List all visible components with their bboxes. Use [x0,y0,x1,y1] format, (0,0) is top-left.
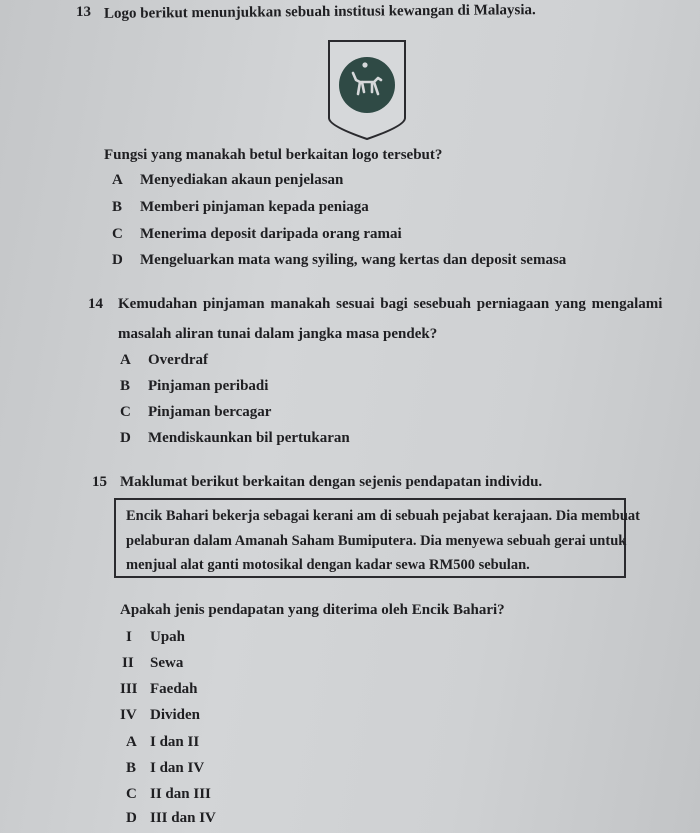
q14-option-c-text: Pinjaman bercagar [148,404,272,420]
q13-option-d-letter: D [112,252,123,268]
q14-option-b-letter: B [120,378,131,394]
q13-option-a-text: Menyediakan akaun penjelasan [140,172,344,188]
q15-item-iii-numeral: III [120,681,138,697]
case-info-line-1: Encik Bahari bekerja sebagai kerani am di sebuah pejabat kerajaan. Dia membuat [126,508,640,524]
q15-option-b-letter: B [126,760,137,776]
question-13-stem: Logo berikut menunjukkan sebuah institusi kewangan di Malaysia. [103,2,536,22]
q15-option-a-letter: A [126,734,137,750]
q15-item-ii-numeral: II [122,655,134,671]
q13-option-b-text: Memberi pinjaman kepada peniaga [140,199,369,215]
q13-option-d-text: Mengeluarkan mata wang syiling, wang kertas dan deposit semasa [140,252,567,268]
question-14-stem-line-2: masalah aliran tunai dalam jangka masa pendek? [118,326,438,342]
question-13-prompt: Fungsi yang manakah betul berkaitan logo tersebut? [104,147,443,163]
question-13-number: 13 [76,4,91,20]
q14-option-d-text: Mendiskaunkan bil pertukaran [148,430,350,446]
q15-option-c-letter: C [126,786,137,802]
q14-option-b-text: Pinjaman peribadi [148,378,269,394]
q15-item-i-numeral: I [126,629,132,645]
question-15-number: 15 [92,474,107,490]
bank-logo-shield [328,40,406,140]
q15-option-d-letter: D [126,810,137,826]
q15-option-c-text: II dan III [150,786,211,802]
q13-option-c-text: Menerima deposit daripada orang ramai [140,226,402,242]
q13-option-b-letter: B [112,199,123,215]
q15-item-iv-numeral: IV [120,707,137,723]
q15-item-i-text: Upah [150,629,186,645]
q14-option-a-text: Overdraf [148,352,208,368]
q13-option-a-letter: A [112,172,123,188]
case-info-box [114,498,640,578]
question-15-prompt: Apakah jenis pendapatan yang diterima oleh Encik Bahari? [120,602,505,618]
q15-item-iii-text: Faedah [150,681,198,697]
q15-option-b-text: I dan IV [150,760,205,776]
case-info-line-2: pelaburan dalam Amanah Saham Bumiputera. Dia menyewa sebuah gerai untuk [126,533,627,549]
q14-option-c-letter: C [120,404,131,420]
case-info-line-3: menjual alat ganti motosikal dengan kadar sewa RM500 sebulan. [126,557,530,573]
question-15-stem: Maklumat berikut berkaitan dengan sejenis pendapatan individu. [120,474,543,490]
q15-item-iv-text: Dividen [150,707,201,723]
question-14-number: 14 [88,296,103,312]
question-14-stem-line-1: Kemudahan pinjaman manakah sesuai bagi sesebuah perniagaan yang mengalami [118,296,663,312]
q15-option-d-text: III dan IV [150,810,216,826]
q15-item-ii-text: Sewa [150,655,184,671]
q15-option-a-text: I dan II [150,734,200,750]
q14-option-a-letter: A [120,352,131,368]
q14-option-d-letter: D [120,430,131,446]
q13-option-c-letter: C [112,226,123,242]
